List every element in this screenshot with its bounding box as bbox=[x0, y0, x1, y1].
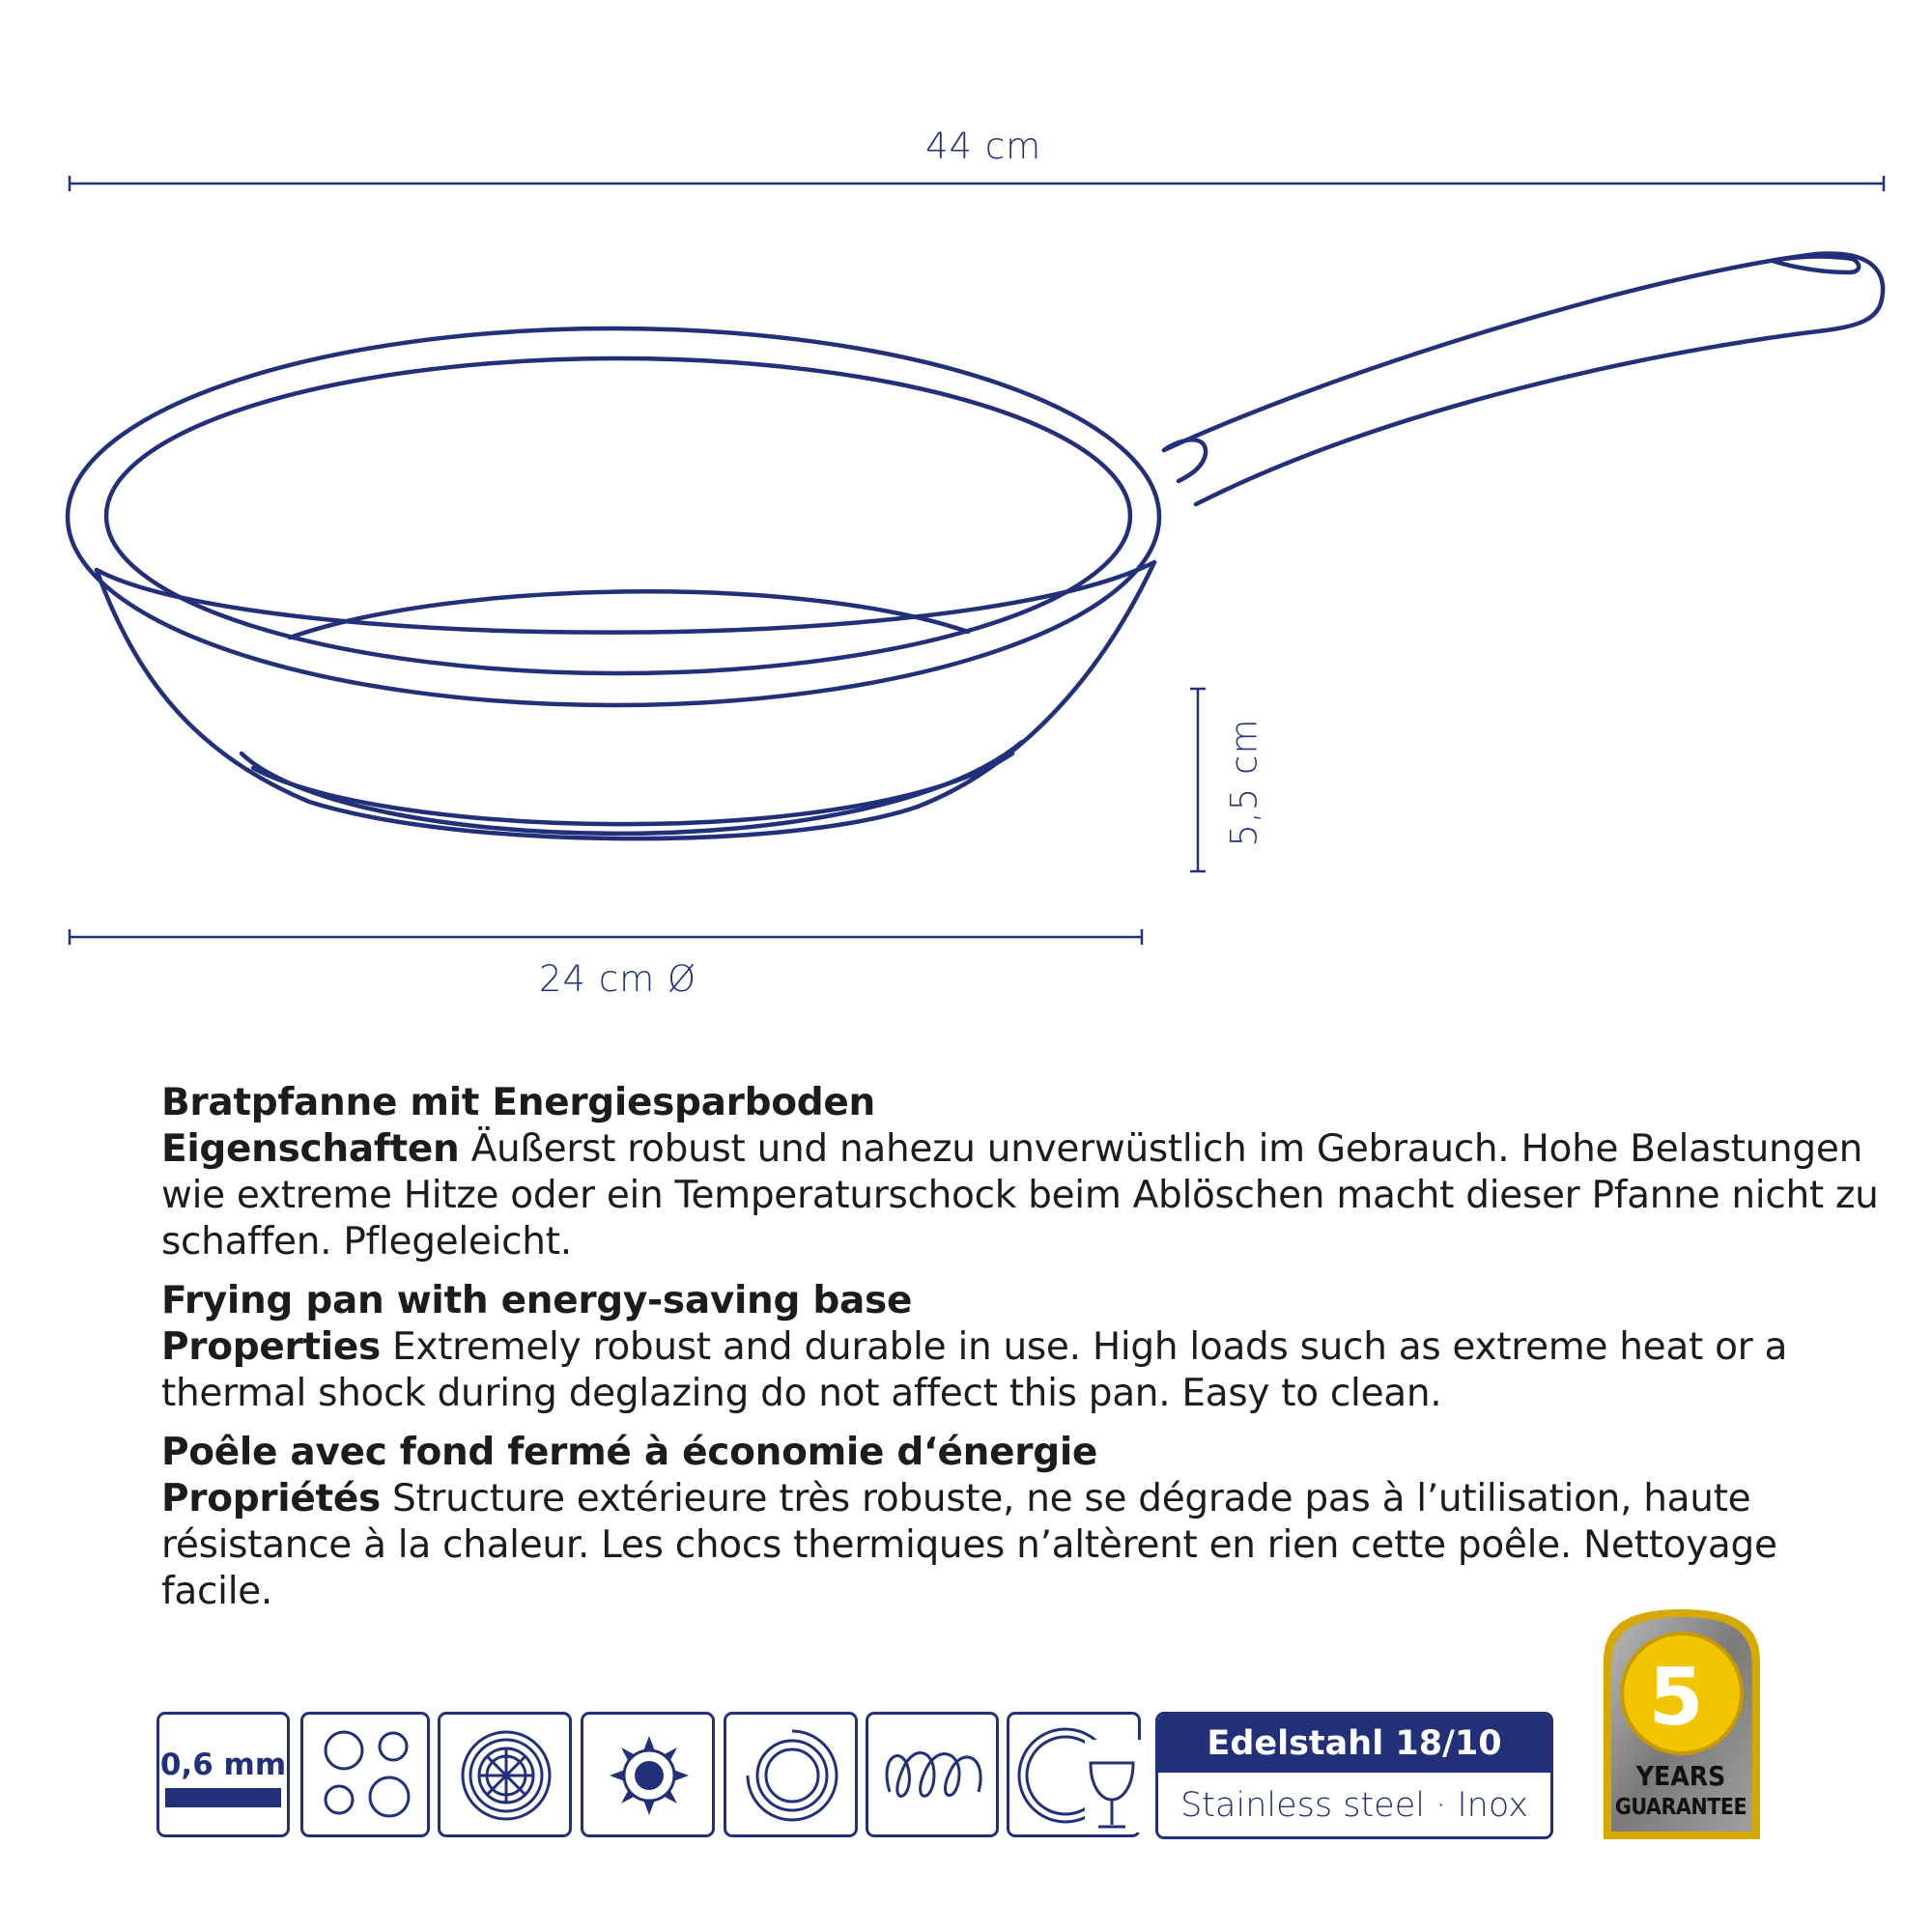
diameter-dimension-label: 24 cm Ø bbox=[539, 958, 697, 1000]
material-primary: Edelstahl 18/10 bbox=[1158, 1715, 1550, 1773]
ceramic-hob-icon bbox=[438, 1712, 572, 1837]
description-title: Bratpfanne mit Energiesparboden bbox=[161, 1081, 875, 1124]
electric-hob-icon bbox=[300, 1712, 430, 1837]
guarantee-years-number: 5 bbox=[1648, 1652, 1704, 1744]
description-title: Frying pan with energy-saving base bbox=[161, 1279, 913, 1322]
guarantee-label: GUARANTEE bbox=[1614, 1795, 1747, 1820]
material-box bbox=[1155, 1712, 1553, 1839]
thickness-icon bbox=[156, 1712, 290, 1837]
material-secondary: Stainless steel · Inox bbox=[1180, 1786, 1528, 1825]
description-text: Äußerst robust und nahezu unverwüstlich im Gebrauch. Hohe Belastungen wie extreme Hitze oder ein Temperaturschock beim Ablöschen macht dieser Pfanne nicht zu schaffen. Pflegeleicht. bbox=[161, 1127, 1879, 1264]
thickness-bar bbox=[165, 1788, 281, 1807]
description-label: Eigenschaften bbox=[161, 1127, 460, 1171]
halogen-icon bbox=[724, 1712, 858, 1837]
description-label: Propriétés bbox=[161, 1477, 381, 1520]
description-text: Extremely robust and durable in use. High loads such as extreme heat or a thermal shock during deglazing do not affect this pan. Easy to clean. bbox=[161, 1325, 1788, 1415]
description-de bbox=[161, 1080, 1881, 1265]
length-dimension-label: 44 cm bbox=[925, 126, 1042, 167]
description-en bbox=[161, 1278, 1881, 1417]
description-title: Poêle avec fond fermé à économie d‘énergie bbox=[161, 1431, 1098, 1474]
description-text: Structure extérieure très robuste, ne se dégrade pas à l’utilisation, haute résistance à la chaleur. Les chocs thermiques n’altèrent en rien cette poêle. Nettoyage facile. bbox=[161, 1477, 1777, 1613]
description-label: Properties bbox=[161, 1325, 381, 1369]
gas-flame-icon bbox=[581, 1712, 715, 1837]
height-dimension-label: 5,5 cm bbox=[1223, 718, 1265, 847]
product-description bbox=[161, 1080, 1881, 1628]
description-fr bbox=[161, 1430, 1881, 1615]
dishwasher-icon bbox=[1007, 1712, 1141, 1837]
guarantee-years-label: YEARS bbox=[1635, 1760, 1726, 1792]
induction-icon bbox=[866, 1712, 999, 1837]
thickness-label: 0,6 mm bbox=[159, 1747, 287, 1782]
